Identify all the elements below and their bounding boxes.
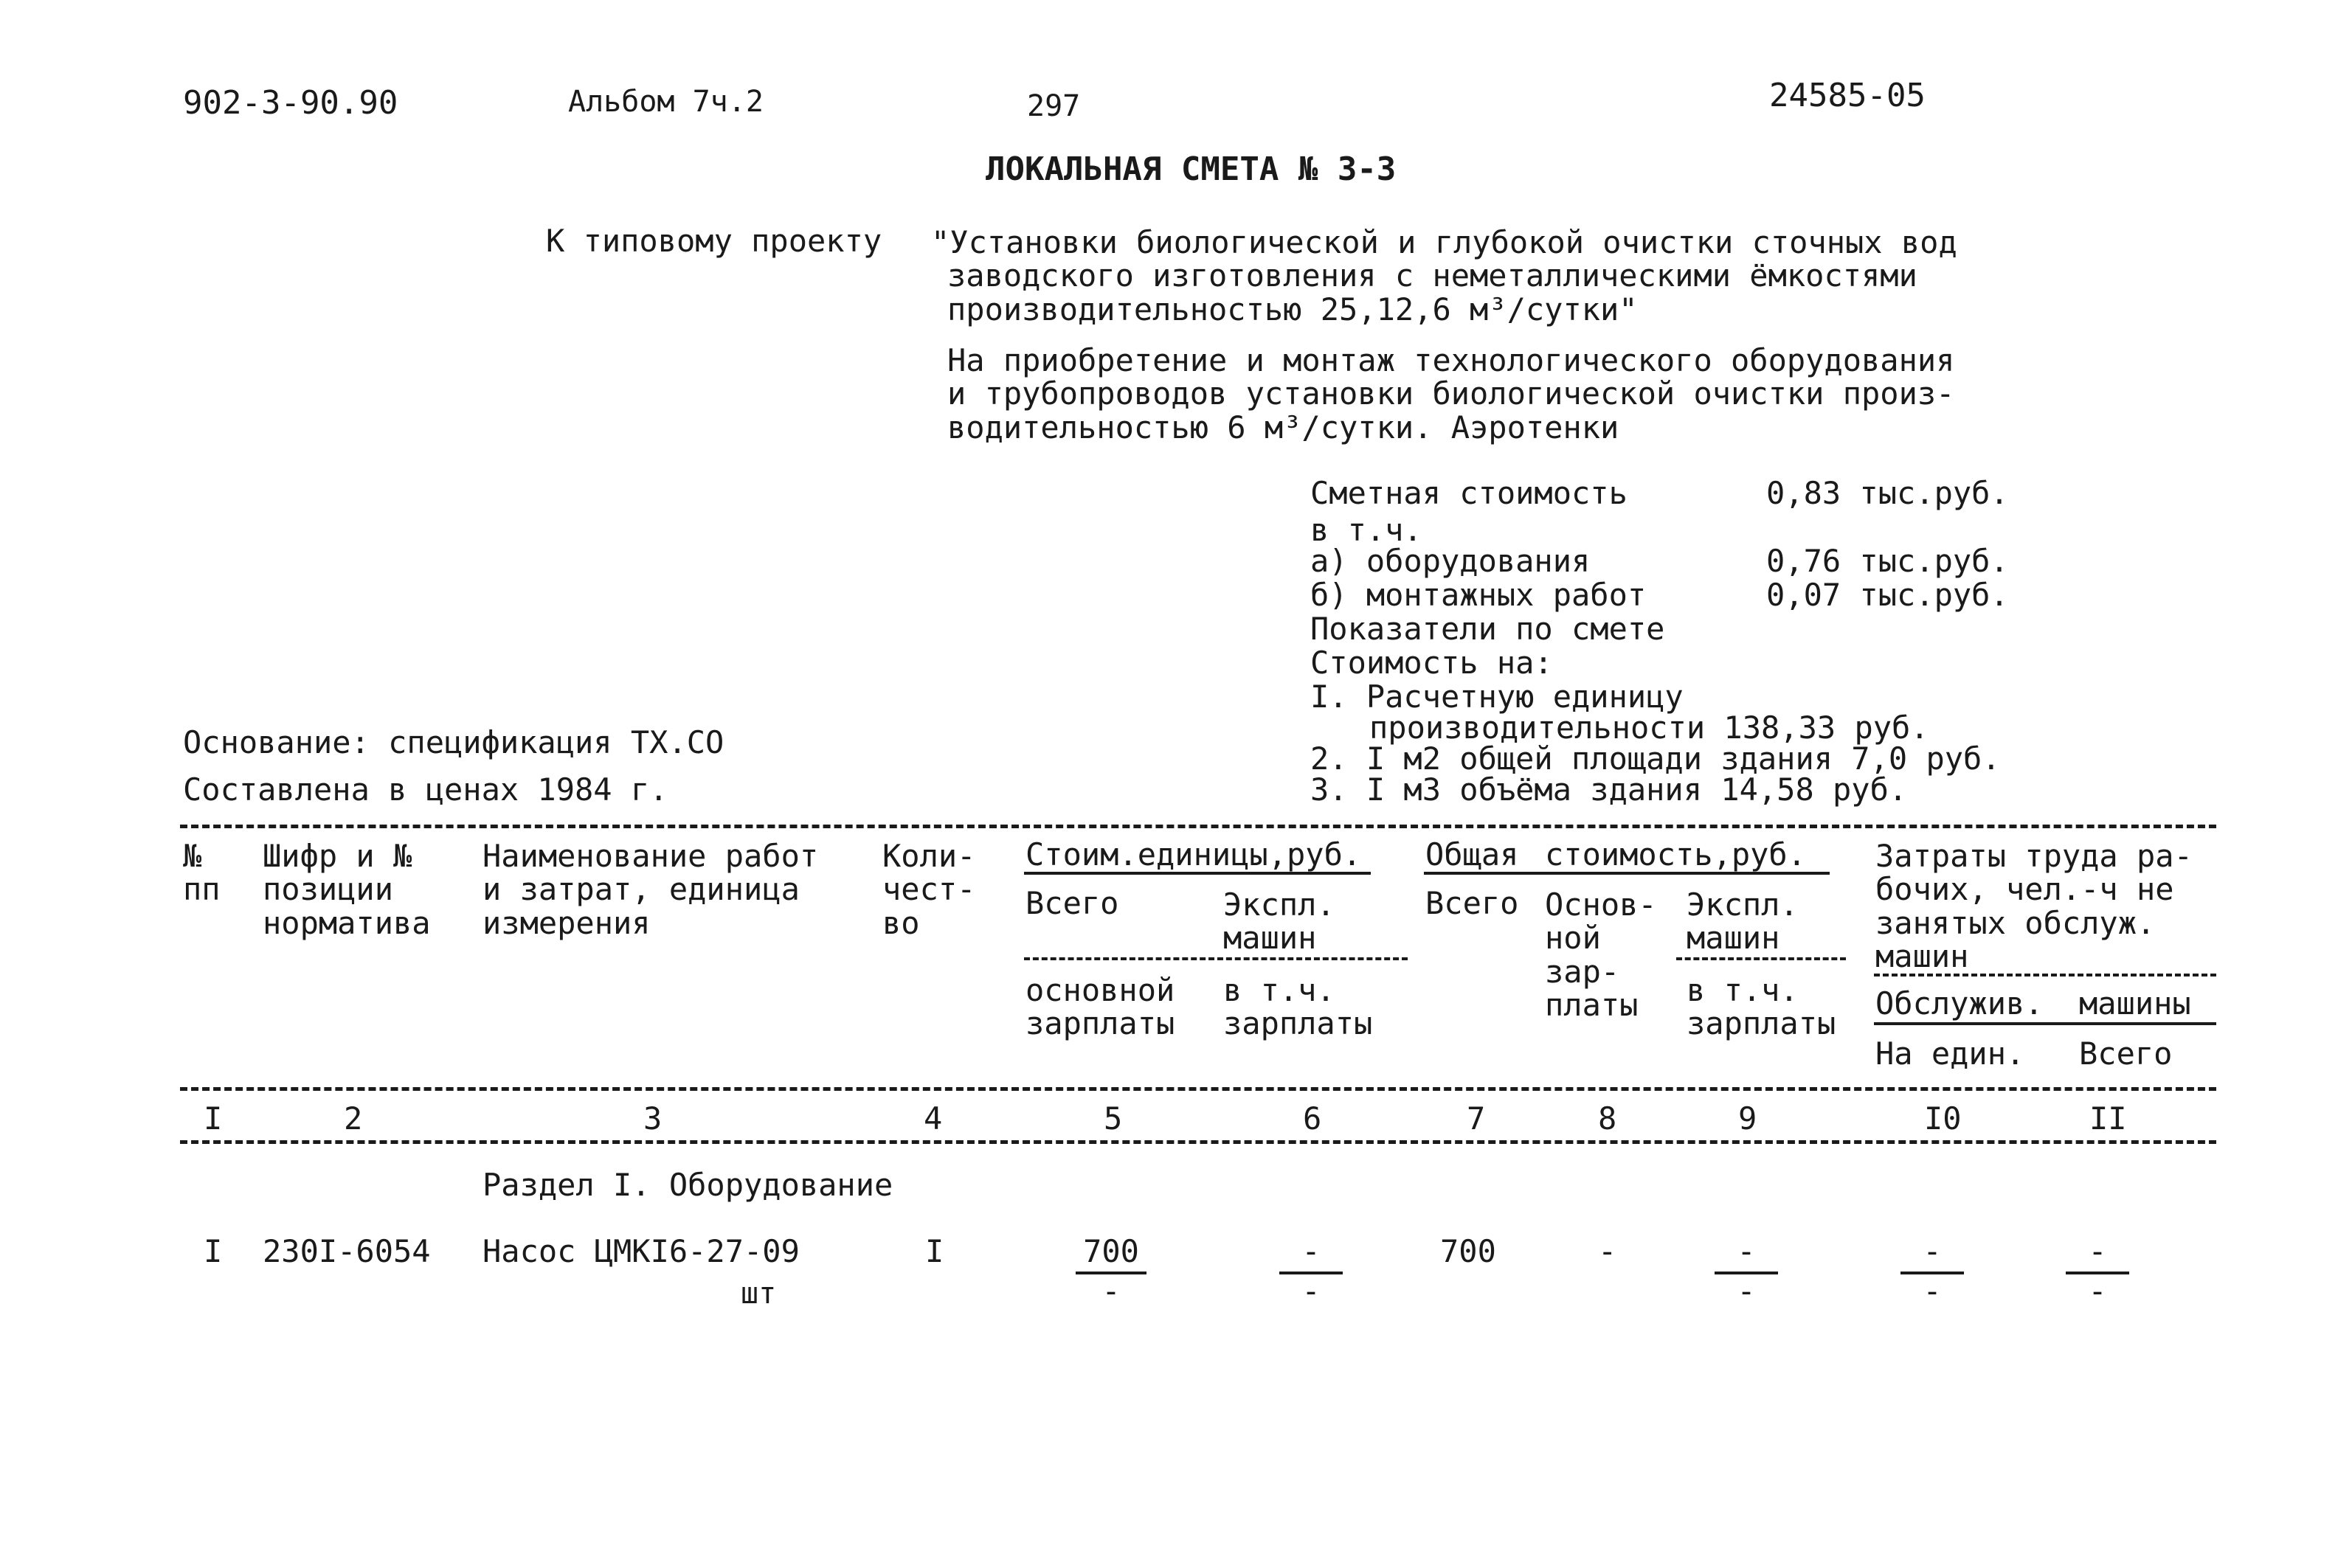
indicator-item-3: 3. I м3 объёма здания 14,58 руб.: [1310, 771, 1908, 808]
row-exploit-value: -: [1715, 1236, 1778, 1274]
header-line: Экспл.: [1223, 887, 1335, 923]
purpose-line: и трубопроводов установки биологической очистки произ-: [947, 375, 1955, 412]
labor-divider: [1874, 974, 2216, 976]
exploit-col-label: [1687, 888, 1799, 955]
header-line: Коли-: [882, 838, 976, 874]
col-number: 6: [1303, 1100, 1322, 1137]
row-labor-total: [2066, 1233, 2129, 1309]
row-labor-unit-value: -: [1900, 1236, 1964, 1274]
header-line: и затрат, единица: [482, 871, 800, 908]
unit-total-label: Всего: [1025, 885, 1119, 921]
header-line: основной: [1025, 972, 1175, 1008]
equipment-value: 0,76 тыс.руб.: [1766, 543, 2009, 579]
header-line: зарплаты: [1687, 1005, 1836, 1042]
cost-label: Сметная стоимость: [1310, 475, 1628, 511]
install-label: б) монтажных работ: [1310, 577, 1647, 613]
row-labor-total-value: -: [2066, 1236, 2129, 1274]
col-number: 9: [1738, 1100, 1757, 1137]
incl-label: в т.ч.: [1310, 512, 1422, 548]
row-labor-unit-machine: -: [1923, 1273, 1942, 1309]
indicator-item-1b: производительности 138,33 руб.: [1369, 710, 1929, 746]
total-cost-header-b: стоимость,руб.: [1545, 836, 1807, 873]
total-all-label: Всего: [2079, 1035, 2173, 1072]
header-line: Основ-: [1545, 887, 1657, 923]
col-numbers-bottom-rule: [180, 1140, 2216, 1144]
header-line: пп: [183, 871, 221, 908]
header-line: Затраты труда ра-: [1875, 838, 2193, 874]
col-number: I0: [1924, 1100, 1962, 1137]
row-machine-cost-salary: -: [1301, 1273, 1321, 1309]
unit-cost-header: Стоим.единицы,руб.: [1025, 836, 1362, 873]
table-top-rule: [180, 825, 2216, 828]
col-number: I: [204, 1100, 223, 1137]
col-name-header: [482, 839, 818, 940]
header-line: позиции: [263, 871, 394, 908]
header-line: машин: [1687, 920, 1780, 957]
col-number: 3: [643, 1100, 663, 1137]
col-qty-header: [882, 839, 975, 940]
row-labor-total-machine: -: [2088, 1273, 2107, 1309]
equipment-label: а) оборудования: [1310, 543, 1591, 579]
header-line: занятых обслуж.: [1875, 904, 2156, 941]
header-bottom-rule: [180, 1087, 2216, 1091]
project-prefix: К типовому проекту: [546, 223, 882, 259]
header-line: машин: [1223, 920, 1317, 957]
document-title: ЛОКАЛЬНАЯ СМЕТА № 3-3: [986, 150, 1397, 188]
purpose-line: На приобретение и монтаж технологического оборудования: [947, 342, 1955, 378]
row-unit-total: [1076, 1233, 1146, 1309]
col-number: 4: [924, 1100, 943, 1137]
base-salary-label: [1025, 974, 1175, 1041]
project-line: заводского изготовления с неметаллическими ёмкостями: [947, 257, 1917, 294]
header-line: зарплаты: [1223, 1005, 1373, 1042]
header-line: бочих, чел.-ч не: [1875, 871, 2174, 908]
install-value: 0,07 тыс.руб.: [1766, 577, 2009, 613]
header-line: в т.ч.: [1223, 972, 1335, 1008]
header-line: в т.ч.: [1687, 972, 1799, 1008]
row-machine-cost-value: -: [1279, 1236, 1343, 1274]
unit-cost-divider: [1024, 957, 1408, 960]
row-name: Насос ЦМКI6-27-09: [482, 1233, 800, 1269]
base-col-label: [1545, 887, 1657, 1024]
col-number: 5: [1104, 1100, 1123, 1137]
cost-per-label: Стоимость на:: [1310, 645, 1553, 681]
labor-header: [1875, 839, 2193, 973]
indicators-label: Показатели по смете: [1310, 611, 1665, 647]
total-cost-header-a: Общая: [1425, 836, 1519, 873]
unit-exploit-label: [1223, 888, 1335, 955]
machines-label: машины: [2079, 985, 2191, 1021]
service-underline: [1874, 1022, 2216, 1025]
header-line: платы: [1545, 987, 1639, 1024]
row-total: 700: [1440, 1233, 1496, 1269]
purpose-line: водительностью 6 м³/сутки. Аэротенки: [947, 409, 1619, 445]
row-number: I: [204, 1233, 223, 1269]
row-exploit: [1715, 1233, 1778, 1309]
row-unit: шт: [741, 1277, 777, 1311]
service-label: Обслужив.: [1875, 985, 2044, 1021]
header-line: Шифр и №: [263, 838, 412, 874]
page-number: 297: [1027, 89, 1081, 123]
col-num-header: [183, 839, 221, 906]
header-line: Экспл.: [1687, 887, 1799, 923]
row-base: -: [1598, 1233, 1617, 1269]
per-unit-label: На един.: [1875, 1035, 2025, 1072]
row-qty: I: [925, 1233, 944, 1269]
document-number: 24585-05: [1769, 77, 1926, 114]
row-unit-total-salary: -: [1101, 1273, 1121, 1309]
prices-text: Составлена в ценах 1984 г.: [183, 771, 668, 808]
project-name: [931, 226, 1957, 326]
total-cost-underline: [1424, 872, 1830, 875]
row-code: 230I-6054: [263, 1233, 431, 1269]
row-unit-total-value: 700: [1076, 1236, 1146, 1274]
total-cost-divider: [1676, 957, 1846, 960]
header-line: норматива: [263, 904, 431, 941]
project-code: 902-3-90.90: [183, 84, 398, 122]
project-line: "Установки биологической и глубокой очистки сточных вод: [931, 224, 1957, 260]
indicator-item-1: I. Расчетную единицу: [1310, 679, 1684, 715]
header-line: Наименование работ: [482, 838, 819, 874]
album-label: Альбом 7ч.2: [568, 85, 764, 119]
col-code-header: [263, 839, 431, 940]
incl-salary2-label: [1687, 974, 1836, 1041]
header-line: зар-: [1545, 953, 1620, 990]
purpose-text: [947, 344, 1954, 444]
header-line: измерения: [482, 904, 651, 941]
row-labor-unit: [1900, 1233, 1964, 1309]
cost-value: 0,83 тыс.руб.: [1766, 475, 2009, 511]
header-line: машин: [1875, 938, 1969, 975]
col-number: 7: [1467, 1100, 1486, 1137]
col-number: 2: [344, 1100, 363, 1137]
header-line: во: [882, 904, 920, 941]
row-machine-cost: [1279, 1233, 1343, 1309]
header-line: зарплаты: [1025, 1005, 1175, 1042]
indicator-item-2: 2. I м2 общей площади здания 7,0 руб.: [1310, 740, 2001, 777]
basis-text: Основание: спецификация ТХ.СО: [183, 724, 724, 760]
unit-cost-underline: [1024, 872, 1371, 875]
incl-salary-label: [1223, 974, 1372, 1041]
col-number: II: [2089, 1100, 2127, 1137]
header-line: №: [183, 838, 202, 874]
row-exploit-salary: -: [1737, 1273, 1756, 1309]
project-line: производительностью 25,12,6 м³/сутки": [947, 291, 1638, 327]
header-line: чест-: [882, 871, 976, 908]
total-cost-total-label: Всего: [1425, 885, 1519, 921]
header-line: ной: [1545, 920, 1601, 957]
col-number: 8: [1598, 1100, 1617, 1137]
section-title: Раздел I. Оборудование: [482, 1167, 893, 1203]
